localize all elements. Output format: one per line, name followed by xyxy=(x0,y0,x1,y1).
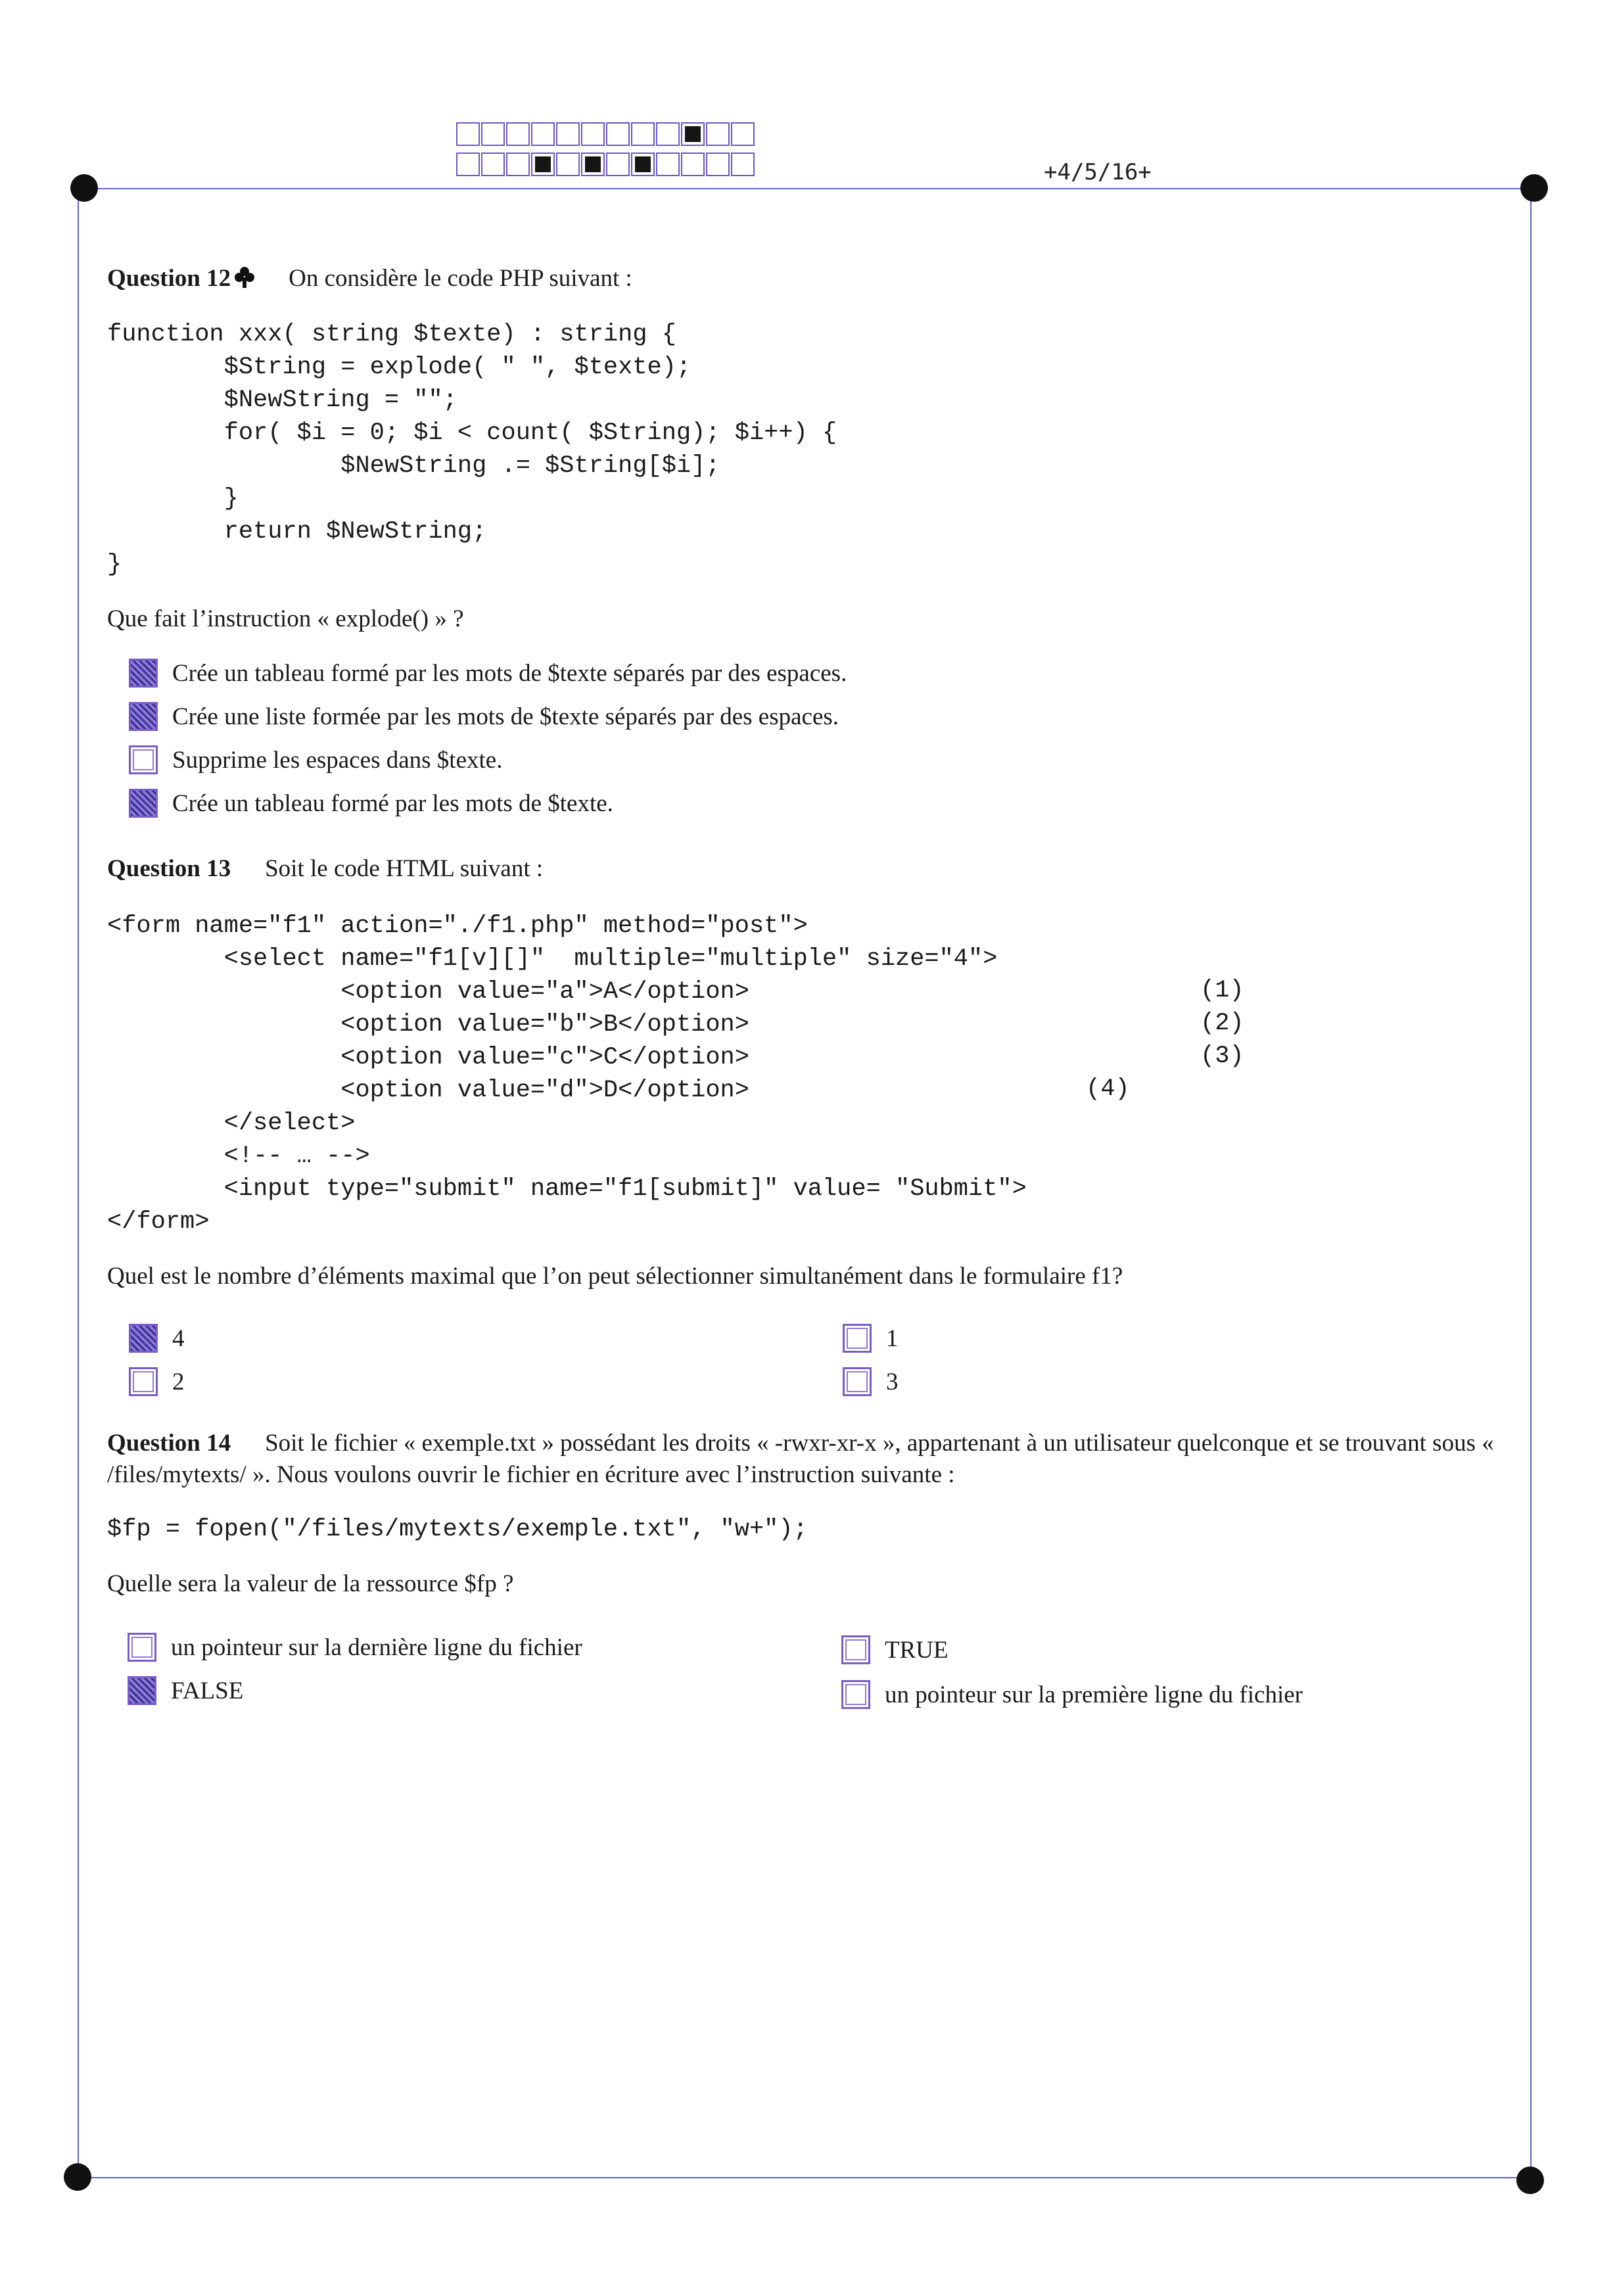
q13-answer-4[interactable] xyxy=(843,1367,899,1396)
id-cell xyxy=(706,122,730,146)
id-cell xyxy=(581,122,605,146)
id-cell xyxy=(681,122,705,146)
id-cell xyxy=(556,152,580,176)
q12-checkbox-2[interactable] xyxy=(129,702,158,731)
id-cell xyxy=(581,152,605,176)
id-cell xyxy=(531,122,555,146)
q12-answer-text: Crée un tableau formé par les mots de $texte. xyxy=(172,789,613,817)
q14-heading xyxy=(107,1428,1518,1491)
q12-code: function xxx( string $texte) : string { $String = explode( " ", $texte); $NewString = ""; for( $i = 0; $i < count( $String); $i++) { $NewString .= $String[$i]; } return $NewString; } xyxy=(107,321,837,578)
q12-answer-text: Crée une liste formée par les mots de $texte séparés par des espaces. xyxy=(172,703,839,730)
q13-line-label-4: (4) xyxy=(1086,1075,1130,1103)
q12-answer-text: Crée un tableau formé par les mots de $texte séparés par des espaces. xyxy=(172,659,847,687)
q14-label: Question 14 xyxy=(107,1430,231,1457)
id-cell xyxy=(656,122,680,146)
q13-code: <form name="f1" action="./f1.php" method="post"> <select name="f1[v][]" multiple="multiple" size="4"> <option value="a">A</option> <option value="b">B</option> <option value="c">C</option> <option value="d">D</option> </select> <!-- … --> <input type="submit" name="f1[submit]" value= "Submit"> </form> xyxy=(107,912,1027,1236)
id-cell xyxy=(456,152,480,176)
q14-intro: Soit le fichier « exemple.txt » possédant les droits « -rwxr-xr-x », appartenant à un utilisateur quelconque et se trouvant sous « /files/mytexts/ ». Nous voulons ouvrir le fichier en écriture avec l’instruction suivante : xyxy=(107,1430,1494,1488)
q14-answer-2[interactable] xyxy=(128,1676,243,1705)
page-code: +4/5/16+ xyxy=(1044,159,1152,185)
q12-checkbox-1[interactable] xyxy=(129,659,158,688)
q12-label: Question 12 xyxy=(107,265,254,292)
q14-checkbox-2[interactable] xyxy=(128,1676,156,1705)
club-icon xyxy=(235,267,254,288)
q13-answer-2[interactable] xyxy=(129,1367,185,1396)
corner-mark-bottom-right xyxy=(1516,2167,1544,2194)
id-cell xyxy=(731,122,755,146)
q13-checkbox-3[interactable] xyxy=(843,1324,872,1353)
id-cell xyxy=(656,152,680,176)
q13-prompt: Quel est le nombre d’éléments maximal que l’on peut sélectionner simultanément dans le formulaire f1? xyxy=(107,1263,1123,1290)
q13-answer-text: 4 xyxy=(172,1324,185,1352)
id-row-2 xyxy=(456,152,756,179)
q12-answer-3[interactable] xyxy=(129,745,502,774)
q14-answer-text: un pointeur sur la première ligne du fichier xyxy=(885,1681,1303,1708)
q13-line-label-3: (3) xyxy=(1200,1043,1244,1070)
q14-answer-1[interactable] xyxy=(128,1633,582,1662)
q13-line-label-2: (2) xyxy=(1200,1010,1244,1037)
q13-checkbox-1[interactable] xyxy=(129,1324,158,1353)
id-cell xyxy=(606,122,630,146)
corner-mark-bottom-left xyxy=(64,2163,91,2191)
student-id-grid xyxy=(456,122,756,183)
id-cell xyxy=(531,152,555,176)
corner-mark-top-left xyxy=(70,174,98,202)
q14-answer-3[interactable] xyxy=(841,1635,948,1664)
frame-top-line xyxy=(84,188,1535,189)
q14-answer-text: FALSE xyxy=(171,1677,244,1704)
q14-code: $fp = fopen("/files/mytexts/exemple.txt", "w+"); xyxy=(107,1516,808,1543)
q14-answer-text: TRUE xyxy=(885,1636,948,1664)
q14-checkbox-1[interactable] xyxy=(128,1633,156,1662)
q12-answer-4[interactable] xyxy=(129,789,613,818)
q12-answer-text: Supprime les espaces dans $texte. xyxy=(172,746,503,774)
q12-intro: On considère le code PHP suivant : xyxy=(289,265,632,292)
id-row-1 xyxy=(456,122,756,149)
q13-heading xyxy=(107,855,543,883)
q12-checkbox-3[interactable] xyxy=(129,745,158,774)
id-cell xyxy=(631,152,655,176)
q14-prompt: Quelle sera la valeur de la ressource $fp ? xyxy=(107,1570,514,1597)
q13-answer-text: 3 xyxy=(886,1368,899,1395)
id-cell xyxy=(456,122,480,146)
q12-checkbox-4[interactable] xyxy=(129,789,158,818)
id-cell xyxy=(556,122,580,146)
corner-mark-top-right xyxy=(1520,174,1548,202)
id-cell xyxy=(631,122,655,146)
q13-line-label-1: (1) xyxy=(1200,977,1244,1004)
q13-answer-text: 1 xyxy=(886,1324,899,1352)
id-cell xyxy=(706,152,730,176)
id-cell xyxy=(606,152,630,176)
id-cell xyxy=(731,152,755,176)
id-cell xyxy=(481,152,505,176)
q14-checkbox-3[interactable] xyxy=(841,1635,870,1664)
q12-answer-1[interactable] xyxy=(129,659,847,688)
id-cell xyxy=(681,152,705,176)
frame-bottom-line xyxy=(78,2177,1530,2178)
id-cell xyxy=(506,122,530,146)
q13-intro: Soit le code HTML suivant : xyxy=(265,855,544,882)
id-cell xyxy=(506,152,530,176)
q14-answer-text: un pointeur sur la dernière ligne du fichier xyxy=(171,1633,582,1661)
q12-answer-2[interactable] xyxy=(129,702,839,731)
q14-answer-4[interactable] xyxy=(841,1680,1303,1709)
q13-answer-3[interactable] xyxy=(843,1324,899,1353)
q14-checkbox-4[interactable] xyxy=(841,1680,870,1709)
q12-prompt: Que fait l’instruction « explode() » ? xyxy=(107,605,464,632)
q13-answer-text: 2 xyxy=(172,1368,185,1395)
q13-label: Question 13 xyxy=(107,855,231,882)
frame-left-line xyxy=(78,188,79,2177)
id-cell xyxy=(481,122,505,146)
frame-right-line xyxy=(1530,188,1532,2177)
q12-heading xyxy=(107,264,632,293)
q13-checkbox-2[interactable] xyxy=(129,1367,158,1396)
q13-checkbox-4[interactable] xyxy=(843,1367,872,1396)
q13-answer-1[interactable] xyxy=(129,1324,185,1353)
